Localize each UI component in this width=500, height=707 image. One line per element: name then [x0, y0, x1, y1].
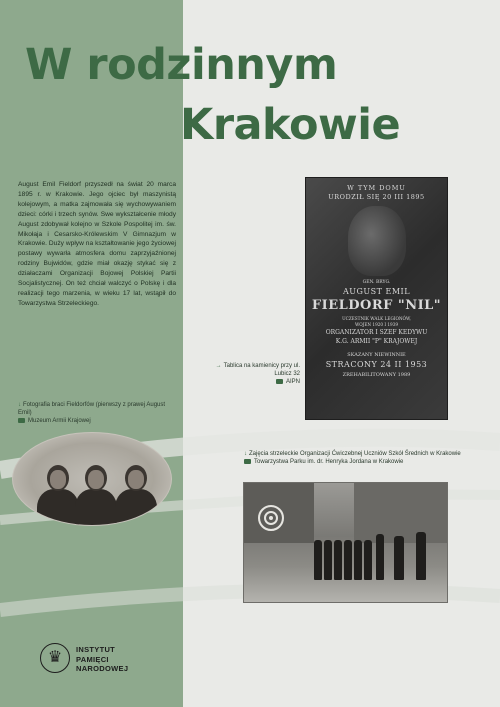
logo-line: INSTYTUT — [76, 645, 116, 654]
portrait-relief — [348, 206, 406, 276]
memorial-plaque-photo — [305, 177, 448, 420]
plaque-line: GEN. BRYG. — [362, 280, 391, 285]
person-figure — [115, 465, 157, 526]
plaque-line: ZREHABILITOWANY 1989 — [342, 372, 411, 378]
soldier-figure — [394, 536, 404, 580]
plaque-caption — [200, 362, 300, 386]
plaque-caption-text: Tablica na kamienicy przy ul. Lubicz 32 — [223, 363, 300, 377]
plaque-line: STRACONY 24 II 1953 — [325, 360, 428, 369]
arrow-down-icon: ↓ — [18, 402, 21, 408]
camera-icon — [244, 459, 251, 464]
soldier-figure — [314, 540, 322, 580]
plaque-line: FIELDORF "NIL" — [311, 298, 442, 313]
logo-line: PAMIĘCI — [76, 654, 109, 664]
plaque-line: WOJEN 1920 I 1939 — [354, 322, 399, 327]
camera-icon — [18, 418, 25, 423]
training-caption — [244, 450, 474, 466]
plaque-caption-source: AIPN — [285, 379, 300, 385]
biography-text: August Emil Fieldorf przyszedł na świat 20 marca 1895 r. w Krakowie. Jego ojciec był maszynistą kolejowym, a matka zajmowała się wychowywaniem dzieci: córki i trzech synów. Swe wykształcenie młody August zdobywał kolejno w Szkole Pospolitej im. św. Mikołaja i Cesarsko-Królewskim V Gimnazjum w Krakowie. Duży wpływ na kształtowanie jego życiowej postawy wywarła atmosfera domu zaprzyjaźnionej rodziny Bujwidów, gdzie miał okazję stykać się z działaczami Organizacji Bojowej Polskiej Partii Socjalistycznej. On też chciał walczyć o Polskę i dla realizacji tego marzenia, w wieku 17 lat, wstąpił do Towarzystwa Strzeleckiego. — [18, 181, 176, 307]
soldier-figure — [354, 540, 362, 580]
family-caption-text: Fotografia braci Fieldorfów (pierwszy z prawej August Emil) — [18, 402, 166, 416]
page-title-line1: W rodzinnym — [25, 40, 338, 90]
soldier-figure — [364, 540, 372, 580]
camera-icon — [276, 379, 283, 384]
person-figure — [75, 465, 117, 526]
soldier-figure — [334, 540, 342, 580]
ipn-logo — [40, 643, 70, 673]
arrow-down-icon: ↓ — [244, 451, 247, 457]
shooting-target — [258, 505, 284, 531]
building-wall — [354, 483, 448, 543]
soldier-figure — [416, 532, 426, 580]
person-figure — [37, 465, 79, 526]
family-caption-source: Muzeum Armii Krajowej — [28, 418, 91, 424]
plaque-line: W TYM DOMU — [347, 184, 406, 192]
page-title-line2: Krakowie — [180, 100, 401, 150]
arrow-right-icon: → — [215, 363, 222, 369]
plaque-line: K.G. ARMII "P" KRAJOWEJ — [335, 338, 418, 345]
plaque-line: URODZIŁ SIĘ 20 III 1895 — [328, 193, 425, 201]
family-caption — [18, 401, 176, 425]
training-photo — [243, 482, 448, 603]
soldier-figure — [344, 540, 352, 580]
plaque-line: UCZESTNIK WALK LEGIONÓW, — [342, 316, 411, 321]
family-photo — [12, 432, 172, 526]
plaque-line: AUGUST EMIL — [342, 287, 410, 296]
soldier-figure — [324, 540, 332, 580]
plaque-line: SKAZANY NIEWINNIE — [347, 352, 406, 358]
training-caption-source: Towarzystwa Parku im. dr. Henryka Jordana w Krakowie — [254, 459, 404, 465]
logo-line: NARODOWEJ — [76, 664, 129, 673]
soldier-figure — [376, 534, 384, 580]
ipn-logo-text — [76, 645, 128, 674]
eagle-emblem-icon: ♛ — [47, 649, 63, 666]
left-panel — [0, 0, 183, 707]
plaque-line: ORGANIZATOR I SZEF KEDYWU — [325, 329, 428, 336]
training-caption-text: Zajęcia strzeleckie Organizacji Ćwiczebnej Uczniów Szkół Średnich w Krakowie — [249, 451, 461, 457]
